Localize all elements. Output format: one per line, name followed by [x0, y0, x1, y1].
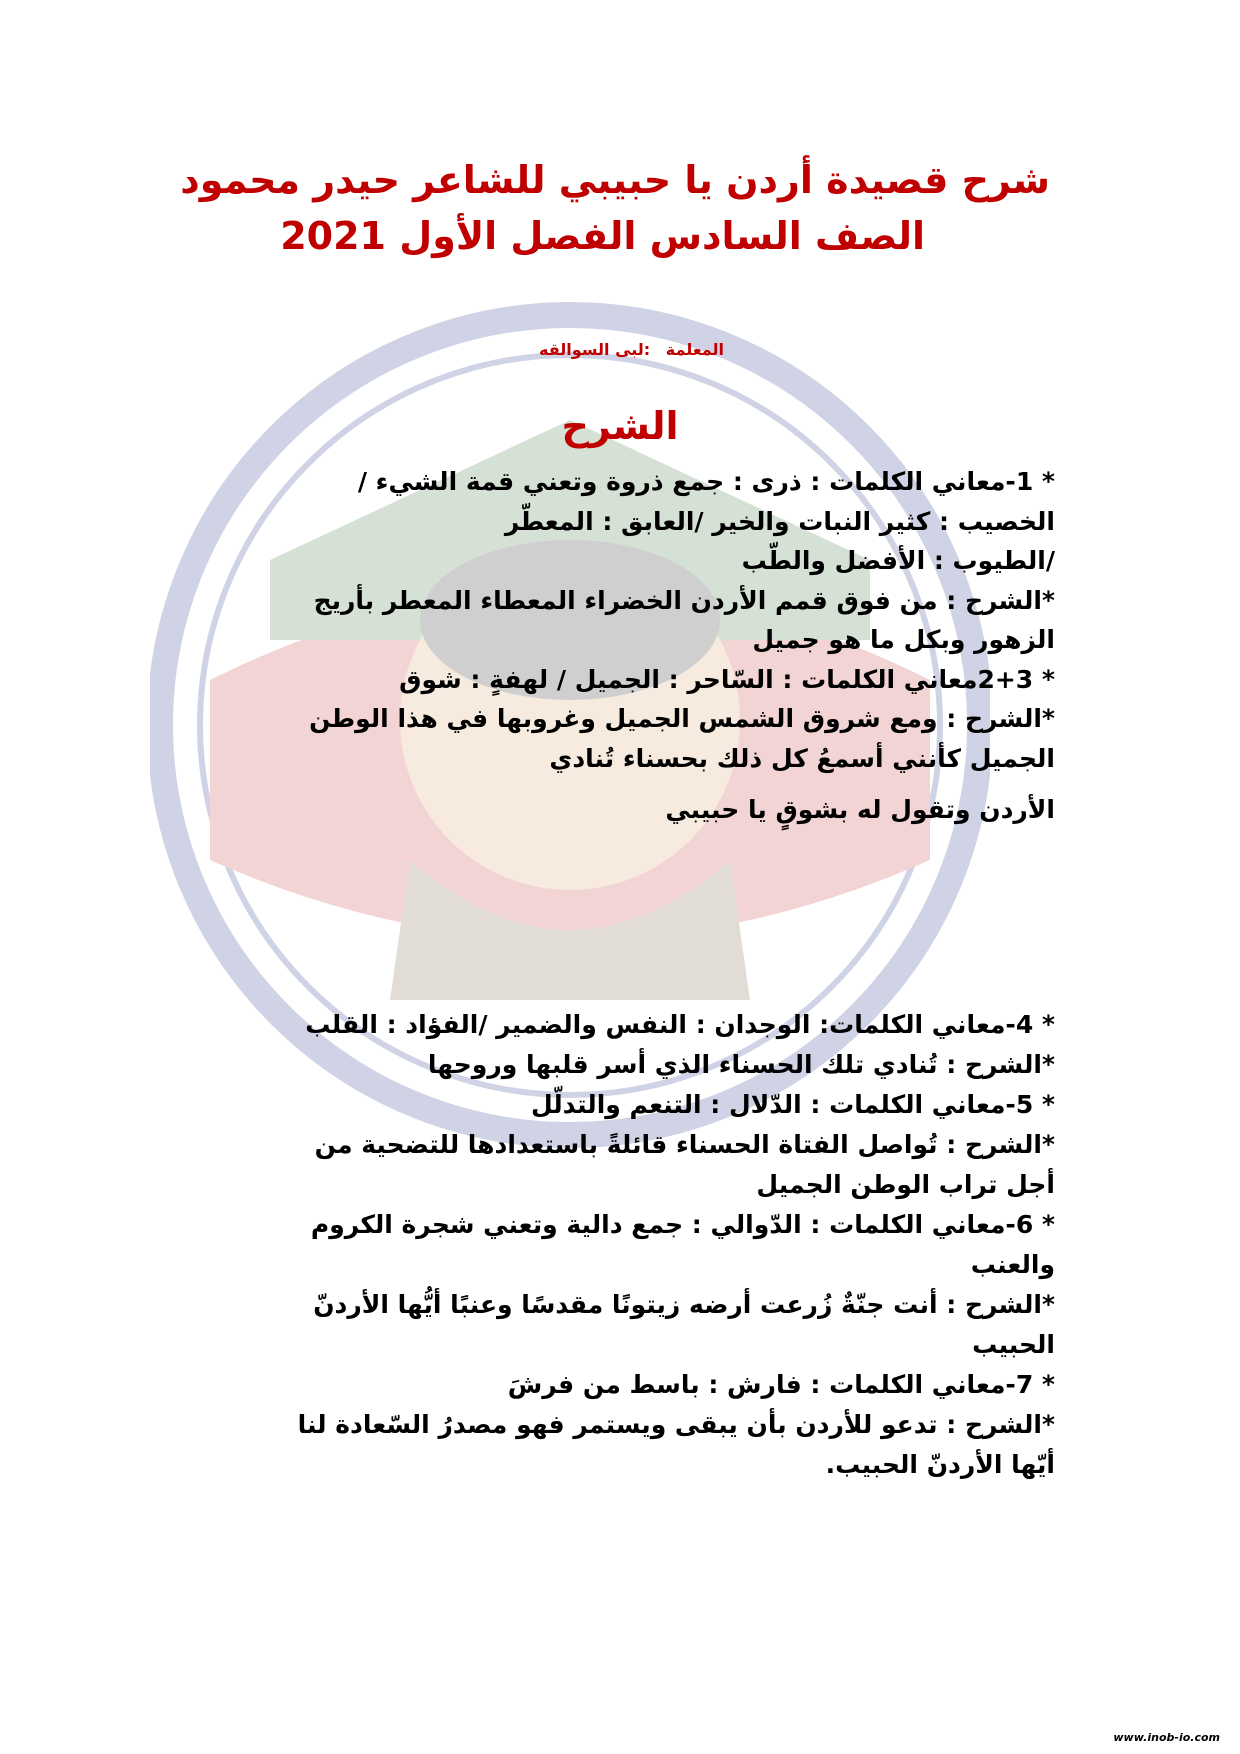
text-line: *الشرح : من فوق قمم الأردن الخضراء المعطاء المعطر بأريج [313, 585, 1055, 615]
explanation-block-b [205, 1005, 1055, 1485]
text-line: *الشرح : تُنادي تلك الحسناء الذي أسر قلبها وروحها [427, 1050, 1055, 1079]
text-line: * 2+3معاني الكلمات : السّاحر : الجميل / لهفةٍ : شوق [399, 664, 1055, 694]
text-line: * 5-معاني الكلمات : الدّلال : التنعم والتدلّل [530, 1090, 1055, 1119]
text-line: *الشرح : تُواصل الفتاة الحسناء قائلةً باستعدادها للتضحية من [314, 1130, 1055, 1159]
teacher-name: :لبى السوالقه [538, 340, 651, 359]
explanation-block-a [205, 462, 1055, 830]
title-block [120, 152, 1050, 264]
text-line: أيّها الأردنّ الحبيب. [825, 1450, 1055, 1479]
text-line: /الطيوب : الأفضل والطّب [741, 546, 1055, 575]
text-line: الخصيب : كثير النبات والخير /العابق : المعطّر [504, 506, 1055, 536]
text-line: الزهور وبكل ما هو جميل [752, 625, 1055, 654]
text-line: *الشرح : أنت جنّةٌ زُرعت أرضه زيتونًا مقدسًا وعنبًا أيُّها الأردنّ [313, 1290, 1055, 1319]
text-line: الجميل كأنني أسمعُ كل ذلك بحسناء تُنادي [549, 743, 1055, 773]
text-line: أجل تراب الوطن الجميل [756, 1170, 1055, 1199]
title-line-2: الصف السادس الفصل الأول 2021 [280, 214, 925, 258]
footer-site: www.inob-io.com [1113, 1731, 1220, 1744]
title-line-1: شرح قصيدة أردن يا حبيبي للشاعر حيدر محمود [180, 158, 1050, 202]
text-line: الأردن وتقول له بشوقٍ يا حبيبي [665, 795, 1055, 824]
text-line: *الشرح : تدعو للأردن بأن يبقى ويستمر فهو مصدرُ السّعادة لنا [297, 1410, 1055, 1439]
text-line: الحبيب [972, 1330, 1055, 1359]
teacher-label: المعلمة [665, 340, 724, 359]
text-line: * 4-معاني الكلمات: الوجدان : النفس والضمير /الفؤاد : القلب [305, 1010, 1055, 1039]
text-line: * 1-معاني الكلمات : ذرى : جمع ذروة وتعني قمة الشيء / [357, 467, 1055, 496]
teacher-credit [529, 340, 724, 359]
text-line: والعنب [970, 1250, 1055, 1279]
text-line: * 6-معاني الكلمات : الدّوالي : جمع دالية وتعني شجرة الكروم [310, 1210, 1055, 1239]
text-line: *الشرح : ومع شروق الشمس الجميل وغروبها في هذا الوطن [309, 704, 1055, 733]
text-line: * 7-معاني الكلمات : فارش : باسط من فرشَ [507, 1370, 1055, 1399]
section-heading: الشرح [561, 404, 679, 448]
